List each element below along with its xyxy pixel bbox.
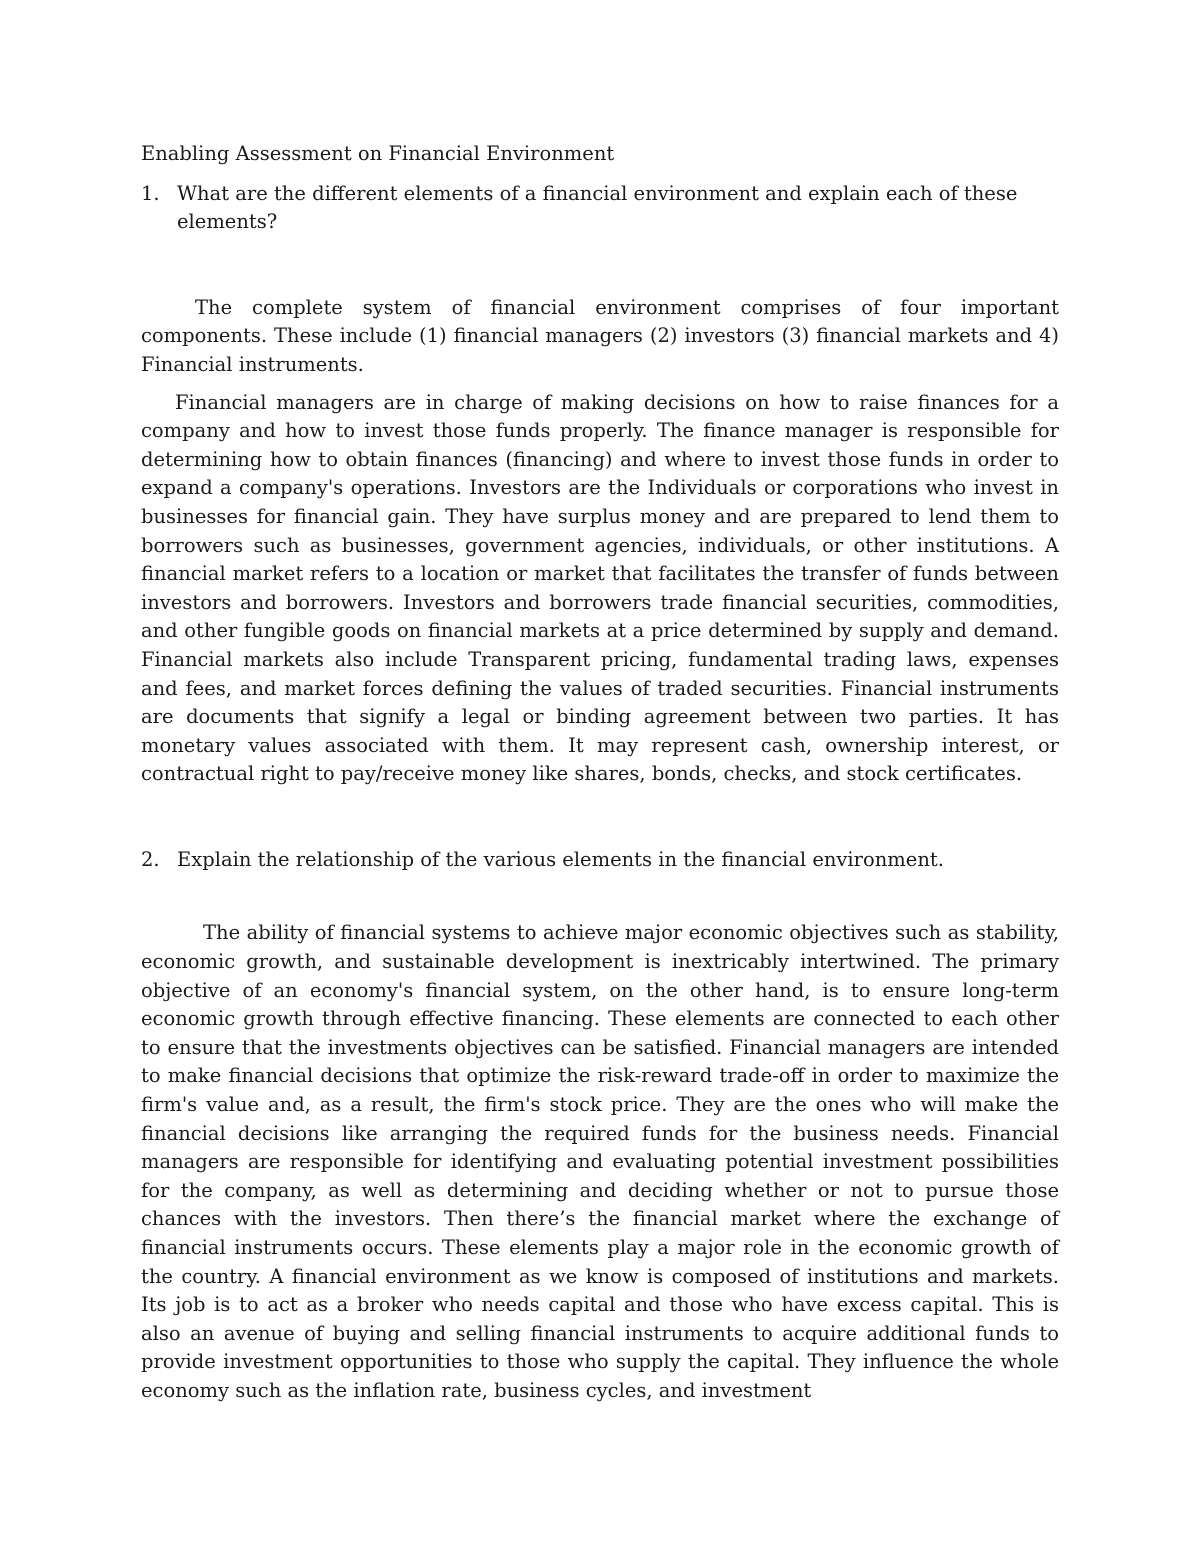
answer-paragraph: The ability of financial systems to achieve major economic objectives such as stability, economic growth, and sustainable development is inextricably intertwined. The primary objective of an economy's financial system, on the other hand, is to ensure long-term economic growth through effective financing. These elements are connected to each other to ensure that the investments objectives can be satisfied. Financial managers are intended to make financial decisions that optimize the risk-reward trade-off in order to maximize the firm's value and, as a result, the firm's stock price. They are the ones who will make the financial decisions like arranging the required funds for the business needs. Financial managers are responsible for identifying and evaluating potential investment possibilities for the company, as well as determining and deciding whether or not to pursue those chances with the investors. Then there’s the financial market where the exchange of financial instruments occurs. These elements play a major role in the economic growth of the country. A financial environment as we know is composed of institutions and markets. Its job is to act as a broker who needs capital and those who have excess capital. This is also an avenue of buying and selling financial instruments to acquire additional funds to provide investment opportunities to those who supply the capital. They influence the whole economy such as the inflation rate, business cycles, and investment	[141, 921, 1059, 1402]
question-number: 2.	[141, 847, 160, 871]
answer-paragraph: Financial managers are in charge of making decisions on how to raise finances for a company and how to invest those funds properly. The finance manager is responsible for determining how to obtain finances (financing) and where to invest those funds in order to expand a company's operations. Investors are the Individuals or corporations who invest in businesses for financial gain. They have surplus money and are prepared to lend them to borrowers such as businesses, government agencies, individuals, or other institutions. A financial market refers to a location or market that facilitates the transfer of funds between investors and borrowers. Investors and borrowers trade financial securities, commodities, and other fungible goods on financial markets at a price determined by supply and demand. Financial markets also include Transparent pricing, fundamental trading laws, expenses and fees, and market forces defining the values of traded securities. Financial instruments are documents that signify a legal or binding agreement between two parties. It has monetary values associated with them. It may represent cash, ownership interest, or contractual right to pay/receive money like shares, bonds, checks, and stock certificates.	[141, 390, 1059, 786]
question-text: What are the different elements of a financial environment and explain each of these elements?	[177, 181, 1018, 234]
document-page	[141, 140, 1059, 1406]
answer-paragraph: The complete system of financial environment comprises of four important components. These include (1) financial managers (2) investors (3) financial markets and 4) Financial instruments.	[141, 295, 1059, 376]
question-1	[141, 180, 1059, 237]
document-title: Enabling Assessment on Financial Environment	[141, 142, 615, 165]
question-text: Explain the relationship of the various elements in the financial environment.	[177, 847, 944, 871]
question-number: 1.	[141, 181, 160, 205]
question-2	[141, 846, 1059, 875]
